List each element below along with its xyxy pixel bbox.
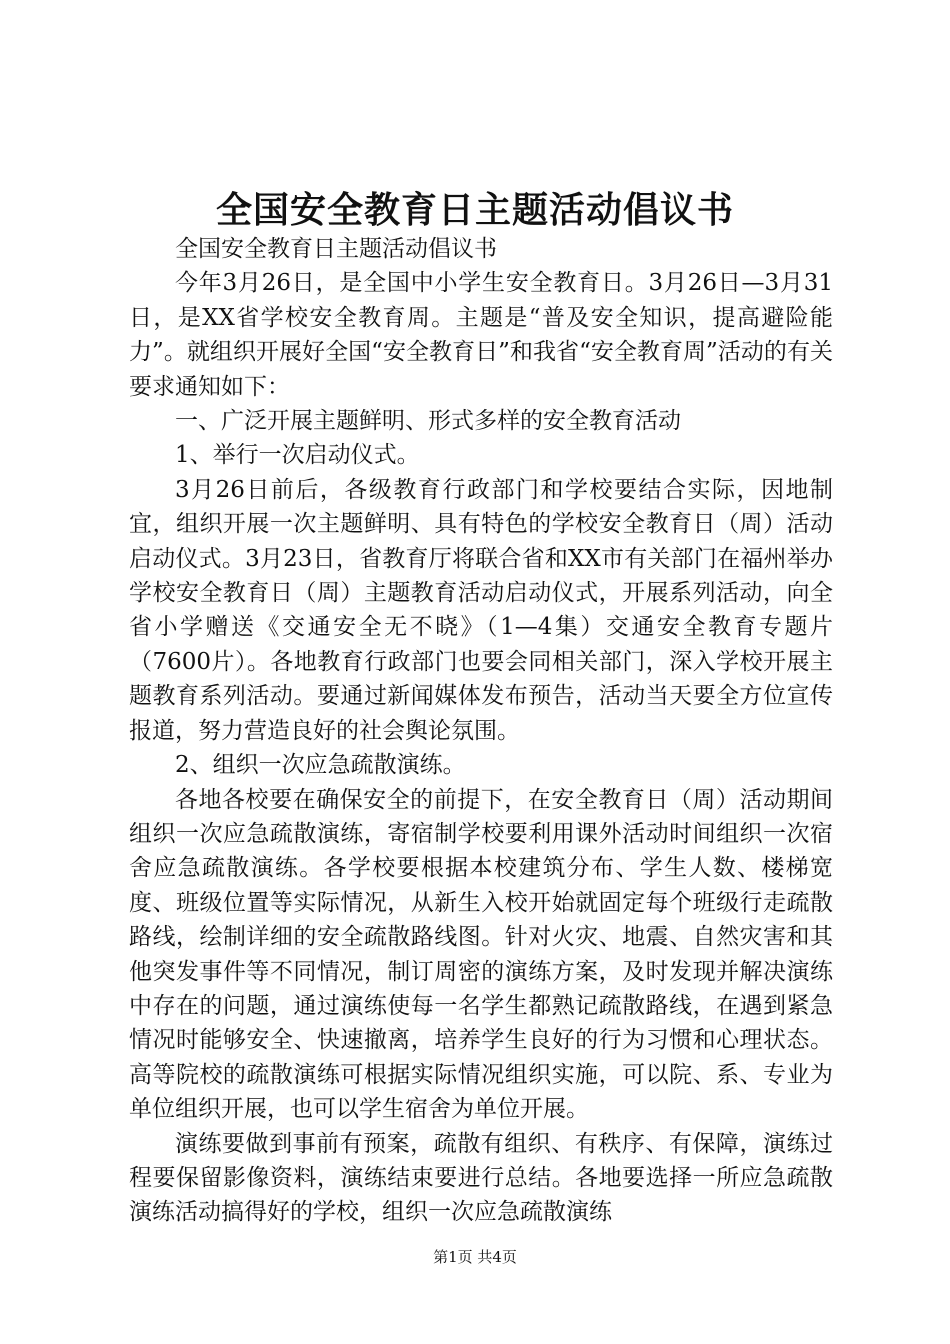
subsection-heading-2: 2、组织一次应急疏散演练。	[175, 752, 466, 779]
page-footer: 第1页 共4页	[433, 1248, 517, 1266]
paragraph-intro: 今年3月26日，是全国中小学生安全教育日。3月26日—3月31日，是XX省学校安全教育周。主题是“普及安全知识，提高避险能力”。就组织开展好全国“安全教育日”和我省“安全教育周”活动的有关要求通知如下：	[129, 270, 833, 400]
section-heading-1: 一、广泛开展主题鲜明、形式多样的安全教育活动	[175, 408, 681, 435]
paragraph-drill-requirements: 演练要做到事前有预案，疏散有组织、有秩序、有保障，演练过程要保留影像资料，演练结束要进行总结。各地要选择一所应急疏散演练活动搞得好的学校，组织一次应急疏散演练	[129, 1130, 833, 1226]
subsection-heading-1: 1、举行一次启动仪式。	[175, 442, 420, 469]
document-title: 全国安全教育日主题活动倡议书	[215, 189, 734, 231]
paragraph-launch-ceremony: 3月26日前后，各级教育行政部门和学校要结合实际，因地制宜，组织开展一次主题鲜明、具有特色的学校安全教育日（周）活动启动仪式。3月23日，省教育厅将联合省和XX市有关部门在福州举办学校安全教育日（周）主题教育活动启动仪式，开展系列活动，向全省小学赠送《交通安全无不晓》（1—4集）交通安全教育专题片（7600片）。各地教育行政部门也要会同相关部门，深入学校开展主题教育系列活动。要通过新闻媒体发布预告，活动当天要全方位宣传报道，努力营造良好的社会舆论氛围。	[129, 476, 833, 744]
paragraph-evacuation-drill: 各地各校要在确保安全的前提下，在安全教育日（周）活动期间组织一次应急疏散演练，寄宿制学校要利用课外活动时间组织一次宿舍应急疏散演练。各学校要根据本校建筑分布、学生人数、楼梯宽度、班级位置等实际情况，从新生入校开始就固定每个班级行走疏散路线，绘制详细的安全疏散路线图。针对火灾、地震、自然灾害和其他突发事件等不同情况，制订周密的演练方案，及时发现并解决演练中存在的问题，通过演练使每一名学生都熟记疏散路线，在遇到紧急情况时能够安全、快速撤离，培养学生良好的行为习惯和心理状态。高等院校的疏散演练可根据实际情况组织实施，可以院、系、专业为单位组织开展，也可以学生宿舍为单位开展。	[129, 786, 833, 1123]
paragraph-heading-repeat: 全国安全教育日主题活动倡议书	[175, 236, 497, 262]
document-body	[129, 232, 833, 1230]
